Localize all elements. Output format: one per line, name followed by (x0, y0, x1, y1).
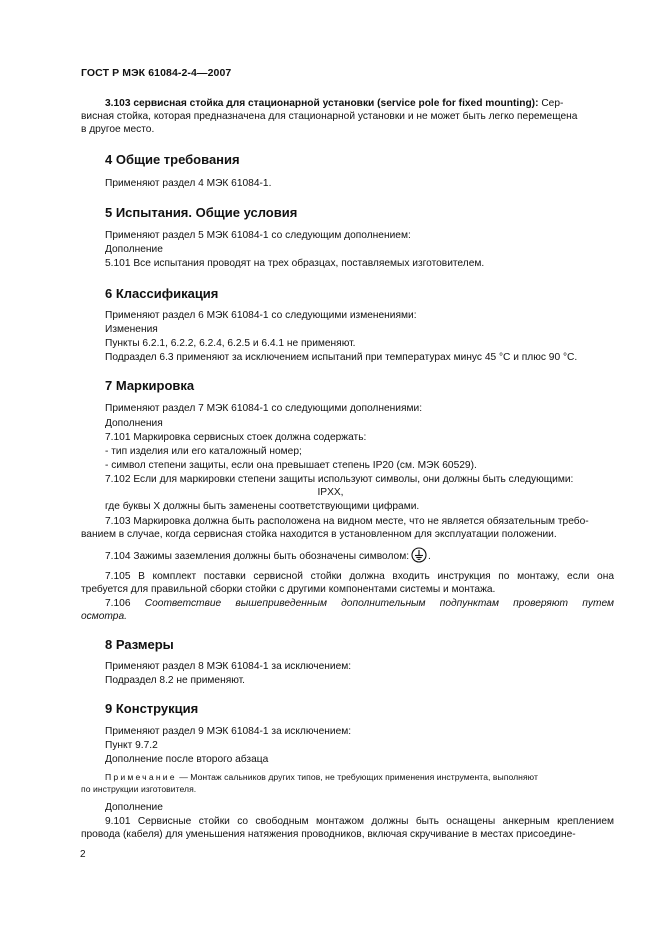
section-7-text-10 (105, 547, 431, 567)
section-6-text-4: Подраздел 6.3 применяют за исключением испытаний при температурах минус 45 °С и плюс 90 °С. (105, 352, 578, 363)
section-4-heading: 4 Общие требования (105, 152, 240, 167)
note-label: Примечание (105, 772, 177, 782)
definition-line-1-tail: Сер- (541, 98, 564, 109)
section-9-text-5b: провода (кабеля) для уменьшения натяжения проводников, включая скручивание в местах присоедине- (81, 829, 576, 840)
section-6-text-2: Изменения (105, 324, 158, 335)
section-7-heading: 7 Маркировка (105, 378, 195, 393)
section-8-text-2: Подраздел 8.2 не применяют. (105, 675, 246, 686)
grounding-clause: 7.104 Зажимы заземления должны быть обозначены символом: (105, 551, 410, 562)
definition-number: 3.103 (105, 98, 131, 109)
section-5-text-2: Дополнение (105, 244, 163, 255)
section-9-text-3: Дополнение после второго абзаца (105, 754, 269, 765)
section-9-text-2: Пункт 9.7.2 (105, 740, 158, 751)
section-7-text-3: 7.101 Маркировка сервисных стоек должна содержать: (105, 432, 367, 443)
section-9-heading: 9 Конструкция (105, 701, 199, 716)
section-8-heading: 8 Размеры (105, 637, 174, 652)
section-4-text: Применяют раздел 4 МЭК 61084-1. (105, 178, 272, 189)
section-7-text-6: 7.102 Если для маркировки степени защиты используют символы, они должны быть следующими: (105, 474, 574, 485)
clause-7-106-number: 7.106 (105, 598, 131, 609)
note-text: — Монтаж сальников других типов, не требующих применения инструмента, выполняют (176, 772, 538, 782)
section-7-text-5: - символ степени защиты, если она превышает степень IP20 (см. МЭК 60529). (105, 460, 477, 471)
section-7-text-2: Дополнения (105, 418, 163, 429)
definition-line-2: висная стойка, которая предназначена для стационарной установки и не может быть легко перемещена (81, 111, 578, 122)
note-line-2: по инструкции изготовителя. (81, 784, 197, 794)
section-7-text-9b: ванием в случае, когда сервисная стойка находится в установленном для эксплуатации положении. (81, 529, 557, 540)
section-7-text-9a: 7.103 Маркировка должна быть расположена на видном месте, что не является обязательным требо- (105, 516, 589, 527)
section-7-text-11b: требуется для правильной сборки стойки с другими компонентами системы и монтажа. (81, 584, 496, 595)
definition-term: сервисная стойка для стационарной установки (service pole for fixed mounting): (133, 98, 539, 109)
clause-7-106-text: Соответствие вышеприведенным дополнительным подпунктам проверяют путем (144, 598, 614, 609)
section-7-text-11a: 7.105 В комплект поставки сервисной стойки должна входить инструкция по монтажу, если она (105, 571, 614, 582)
document-header: ГОСТ Р МЭК 61084-2-4—2007 (81, 67, 232, 79)
section-7-text-8: где буквы X должны быть заменены соответствующими цифрами. (105, 501, 420, 512)
section-5-text-3: 5.101 Все испытания проводят на трех образцах, поставляемых изготовителем. (105, 258, 485, 269)
section-5-text-1: Применяют раздел 5 МЭК 61084-1 со следующим дополнением: (105, 230, 411, 241)
grounding-clause-tail: . (428, 551, 431, 562)
section-6-heading: 6 Классификация (105, 286, 219, 301)
definition-line-3: в другое место. (81, 124, 155, 135)
section-7-text-1: Применяют раздел 7 МЭК 61084-1 со следующими дополнениями: (105, 403, 423, 414)
section-7-text-4: - тип изделия или его каталожный номер; (105, 446, 302, 457)
section-6-text-3: Пункты 6.2.1, 6.2.2, 6.2.4, 6.2.5 и 6.4.1 не применяют. (105, 338, 356, 349)
section-9-text-1: Применяют раздел 9 МЭК 61084-1 за исключением: (105, 726, 352, 737)
section-7-text-12a (105, 597, 614, 610)
section-7-text-12b: осмотра. (81, 611, 127, 622)
section-8-text-1: Применяют раздел 8 МЭК 61084-1 за исключением: (105, 661, 352, 672)
note-line-1 (105, 772, 538, 782)
section-6-text-1: Применяют раздел 6 МЭК 61084-1 со следующими изменениями: (105, 310, 417, 321)
section-9-text-5a: 9.101 Сервисные стойки со свободным монтажом должны быть оснащены анкерным креплением (105, 816, 614, 827)
section-7-ipxx: IPXX, (317, 487, 344, 498)
section-5-heading: 5 Испытания. Общие условия (105, 205, 298, 220)
section-9-text-4: Дополнение (105, 802, 163, 813)
definition-line-1 (105, 97, 563, 110)
ground-symbol-icon (411, 547, 427, 567)
page-number: 2 (80, 849, 86, 860)
